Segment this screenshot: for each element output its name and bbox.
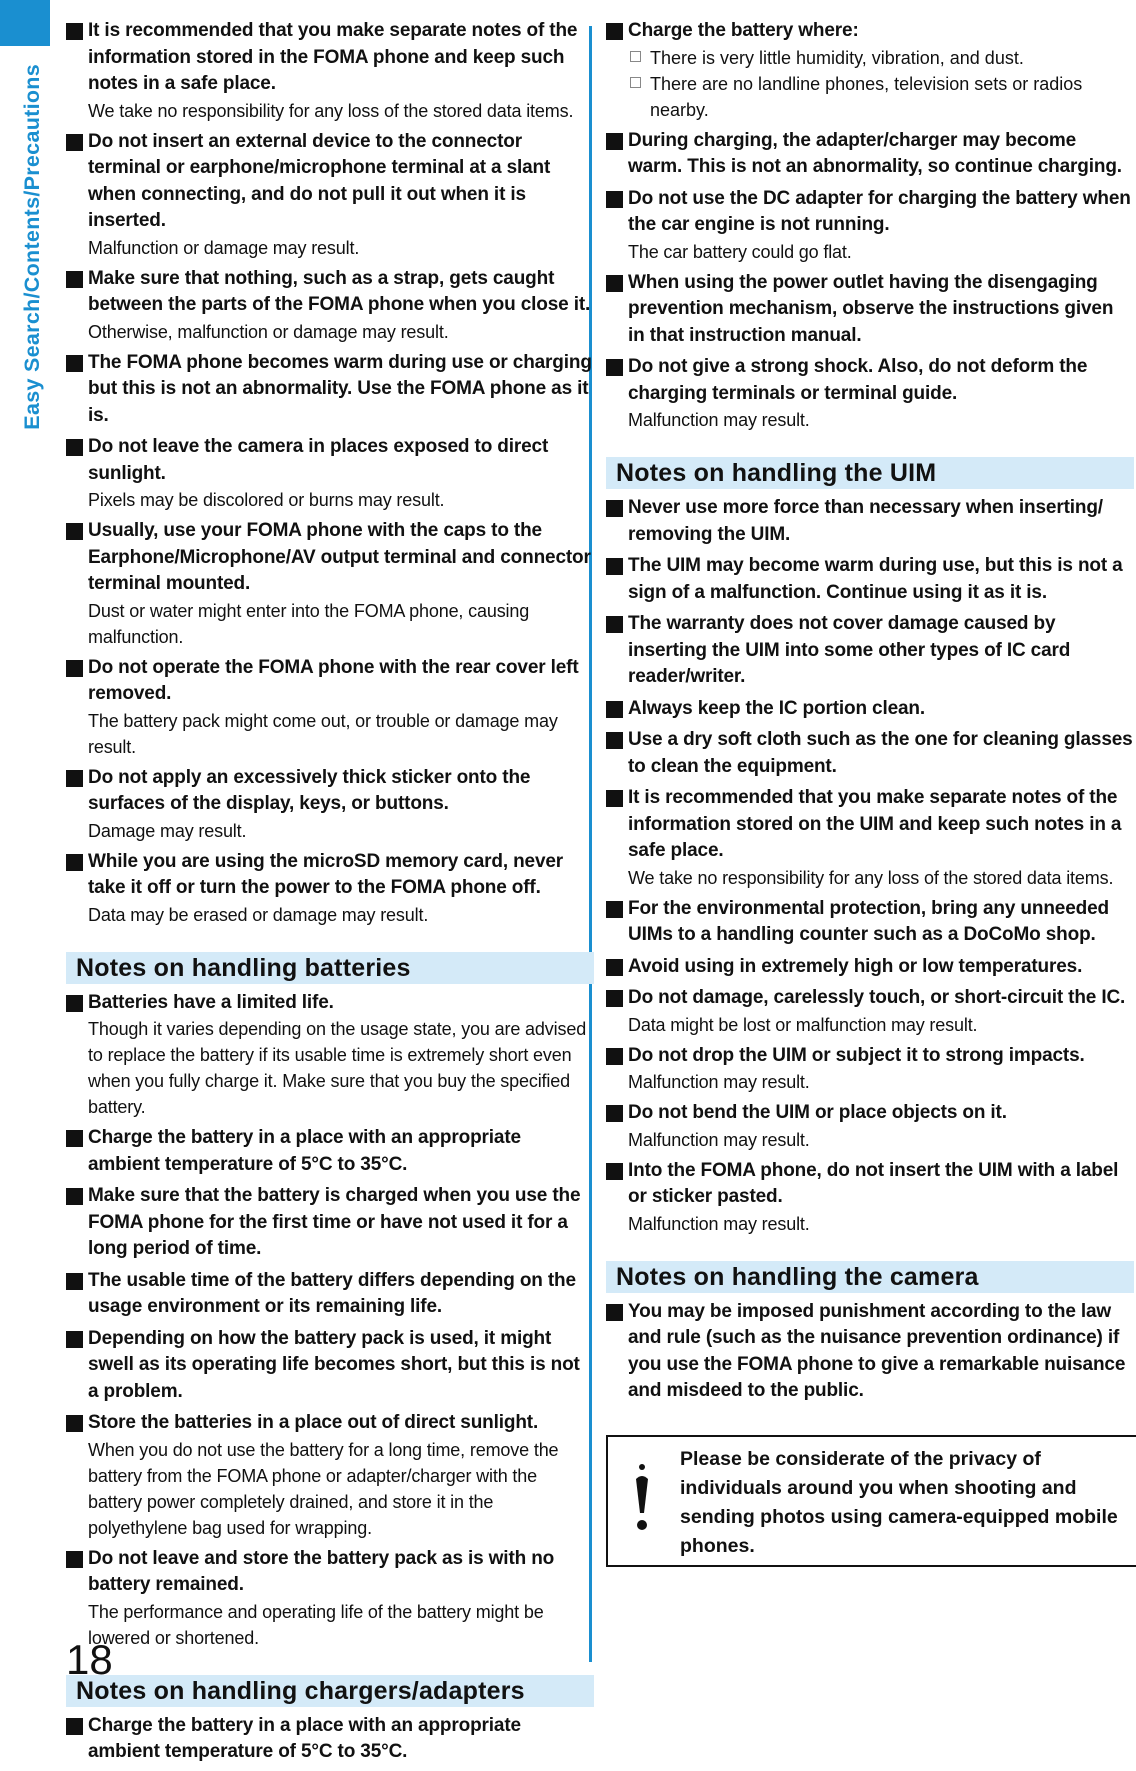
list-item [606, 985, 1134, 1038]
list-item [66, 990, 594, 1121]
section-title-camera: Notes on handling the camera [606, 1261, 1134, 1293]
list-item [606, 128, 1134, 181]
batteries-items [66, 990, 594, 1651]
item-heading: Charge the battery in a place with an appropriate ambient temperature of 5°C to 35°C. [66, 1125, 594, 1178]
list-item [66, 1125, 594, 1178]
item-heading: The warranty does not cover damage caused by inserting the UIM into some other types of IC card reader/writer. [606, 611, 1134, 691]
item-heading: Into the FOMA phone, do not insert the UIM with a label or sticker pasted. [606, 1158, 1134, 1211]
section-title-uim: Notes on handling the UIM [606, 457, 1134, 489]
page-number: 18 [66, 1636, 113, 1683]
sub-item: There is very little humidity, vibration, and dust. [628, 45, 1134, 71]
list-item [66, 1183, 594, 1263]
item-heading: It is recommended that you make separate notes of the information stored on the UIM and keep such notes in a safe place. [606, 785, 1134, 865]
list-item [606, 1158, 1134, 1237]
list-item [606, 18, 1134, 123]
item-heading: Do not bend the UIM or place objects on it. [606, 1100, 1134, 1127]
camera-items [606, 1299, 1134, 1405]
left-top-items [66, 18, 594, 928]
item-heading: Store the batteries in a place out of direct sunlight. [66, 1410, 594, 1437]
list-item [66, 350, 594, 430]
list-item [606, 553, 1134, 606]
chargers-items [66, 1713, 594, 1766]
item-heading: The FOMA phone becomes warm during use or charging but this is not an abnormality. Use the FOMA phone as it is. [66, 350, 594, 430]
item-heading: Do not leave and store the battery pack as is with no battery remained. [66, 1546, 594, 1599]
item-heading: Do not use the DC adapter for charging the battery when the car engine is not running. [606, 186, 1134, 239]
item-heading: The usable time of the battery differs depending on the usage environment or its remaining life. [66, 1268, 594, 1321]
item-body: Malfunction or damage may result. [88, 237, 360, 258]
item-body: Malfunction may result. [628, 410, 810, 430]
list-item [606, 727, 1134, 780]
left-column [66, 18, 594, 1771]
item-heading: Do not damage, carelessly touch, or short-circuit the IC. [606, 985, 1134, 1012]
item-heading: Always keep the IC portion clean. [606, 696, 1134, 723]
item-body: Data may be erased or damage may result. [88, 904, 429, 925]
uim-items [606, 495, 1134, 1237]
item-heading: Never use more force than necessary when inserting/ removing the UIM. [606, 495, 1134, 548]
section-title-batteries: Notes on handling batteries [66, 952, 594, 984]
sidebar [0, 0, 50, 1697]
list-item [66, 129, 594, 261]
list-item [606, 1100, 1134, 1153]
section-title-chargers: Notes on handling chargers/adapters [66, 1675, 594, 1707]
item-body: Otherwise, malfunction or damage may result. [88, 321, 449, 342]
item-heading: When using the power outlet having the disengaging prevention mechanism, observe the instructions given in that instruction manual. [606, 270, 1134, 350]
list-item [606, 896, 1134, 949]
sidebar-tab [0, 0, 50, 46]
item-heading: Charge the battery where: [606, 18, 1134, 45]
list-item [606, 495, 1134, 548]
item-heading: Usually, use your FOMA phone with the caps to the Earphone/Microphone/AV output terminal and connector terminal mounted. [66, 518, 594, 598]
list-item [606, 611, 1134, 691]
item-heading: You may be imposed punishment according to the law and rule (such as the nuisance prevention ordinance) if you use the FOMA phone to give a remarkable nuisance and misdeed to the public. [606, 1299, 1134, 1405]
item-heading: Avoid using in extremely high or low temperatures. [606, 954, 1134, 981]
list-item [606, 270, 1134, 350]
sub-list [606, 45, 1134, 123]
list-item [606, 354, 1134, 433]
item-heading: Do not insert an external device to the connector terminal or earphone/microphone terminal at a slant when connecting, and do not pull it out when it is inserted. [66, 129, 594, 235]
item-body: The car battery could go flat. [628, 241, 852, 262]
list-item [66, 1410, 594, 1541]
item-heading: While you are using the microSD memory card, never take it off or turn the power to the FOMA phone off. [66, 849, 594, 902]
item-heading: Do not leave the camera in places exposed to direct sunlight. [66, 434, 594, 487]
item-heading: Do not operate the FOMA phone with the rear cover left removed. [66, 655, 594, 708]
list-item [66, 1546, 594, 1651]
list-item [66, 18, 594, 124]
sidebar-title: Easy Search/Contents/Precautions [20, 64, 44, 430]
item-body: Dust or water might enter into the FOMA phone, causing malfunction. [88, 600, 530, 647]
list-item [606, 186, 1134, 265]
item-heading: It is recommended that you make separate notes of the information stored in the FOMA phone and keep such notes in a safe place. [66, 18, 594, 98]
right-column [606, 18, 1134, 1567]
list-item [66, 518, 594, 650]
item-body: We take no responsibility for any loss of the stored data items. [628, 867, 1114, 888]
privacy-note-text: Please be considerate of the privacy of individuals around you when shooting and sending photos using camera-equipped mobile phones. [680, 1447, 1118, 1557]
item-heading: For the environmental protection, bring any unneeded UIMs to a handling counter such as a DoCoMo shop. [606, 896, 1134, 949]
list-item [66, 655, 594, 760]
list-item [66, 849, 594, 928]
list-item [66, 1713, 594, 1766]
item-body: Malfunction may result. [628, 1129, 810, 1150]
list-item [66, 1268, 594, 1321]
privacy-note [606, 1435, 1136, 1567]
item-body: Though it varies depending on the usage state, you are advised to replace the battery if its usable time is extremely short even when you fully charge it. Make sure that you buy the specified battery. [88, 1019, 587, 1117]
list-item [66, 266, 594, 345]
caution-icon [630, 1457, 654, 1537]
item-heading: Do not apply an excessively thick sticker onto the surfaces of the display, keys, or buttons. [66, 765, 594, 818]
item-heading: Batteries have a limited life. [66, 990, 594, 1017]
item-heading: Depending on how the battery pack is used, it might swell as its operating life becomes short, but this is not a problem. [66, 1326, 594, 1406]
item-body: When you do not use the battery for a long time, remove the battery from the FOMA phone or adapter/charger with the battery power completely drained, and store it in the polyethylene bag used for wrapping. [88, 1439, 559, 1538]
item-heading: Use a dry soft cloth such as the one for cleaning glasses to clean the equipment. [606, 727, 1134, 780]
item-body: Pixels may be discolored or burns may result. [88, 490, 445, 510]
item-body: Malfunction may result. [628, 1213, 810, 1234]
sub-item: There are no landline phones, television sets or radios nearby. [628, 71, 1134, 123]
item-heading: The UIM may become warm during use, but this is not a sign of a malfunction. Continue using it as it is. [606, 553, 1134, 606]
item-heading: Make sure that nothing, such as a strap, gets caught between the parts of the FOMA phone when you close it. [66, 266, 594, 319]
item-heading: Do not drop the UIM or subject it to strong impacts. [606, 1043, 1134, 1070]
list-item [606, 785, 1134, 891]
item-body: We take no responsibility for any loss of the stored data items. [88, 100, 574, 121]
list-item [66, 765, 594, 844]
item-body: Data might be lost or malfunction may result. [628, 1014, 978, 1035]
list-item [66, 434, 594, 513]
right-top-items [606, 128, 1134, 434]
list-item [606, 954, 1134, 981]
item-body: Malfunction may result. [628, 1072, 810, 1092]
item-heading: Make sure that the battery is charged when you use the FOMA phone for the first time or have not used it for a long period of time. [66, 1183, 594, 1263]
item-heading: Charge the battery in a place with an appropriate ambient temperature of 5°C to 35°C. [66, 1713, 594, 1766]
item-body: Damage may result. [88, 820, 247, 841]
item-heading: During charging, the adapter/charger may become warm. This is not an abnormality, so continue charging. [606, 128, 1134, 181]
item-body: The battery pack might come out, or trouble or damage may result. [88, 710, 558, 757]
item-body: The performance and operating life of the battery might be lowered or shortened. [88, 1601, 544, 1648]
list-item [606, 696, 1134, 723]
list-item [66, 1326, 594, 1406]
list-item [606, 1043, 1134, 1096]
item-heading: Do not give a strong shock. Also, do not deform the charging terminals or terminal guide. [606, 354, 1134, 407]
list-item [606, 1299, 1134, 1405]
